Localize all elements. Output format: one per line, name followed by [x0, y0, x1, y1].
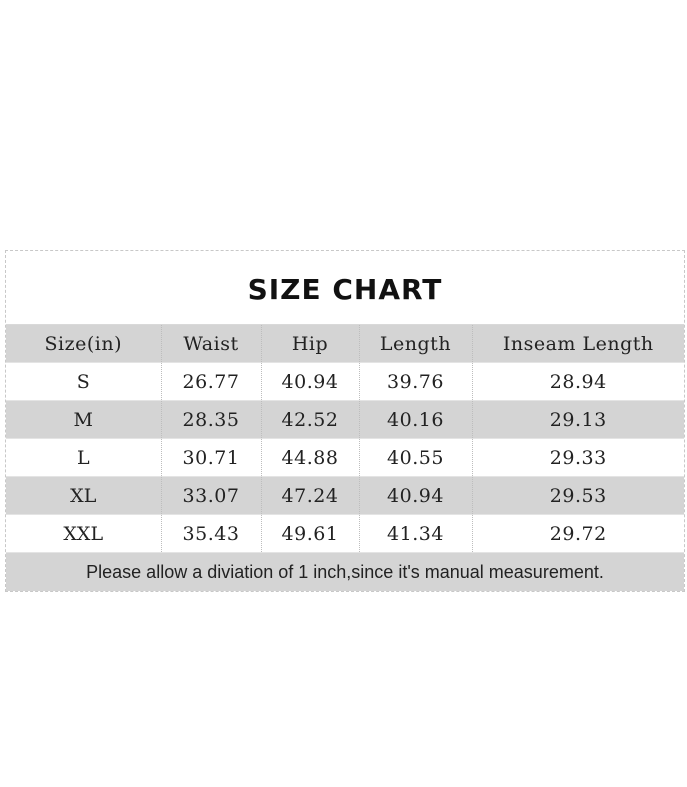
title-row [6, 251, 684, 325]
cell-length: 41.34 [359, 515, 472, 553]
size-table [6, 325, 684, 591]
cell-length: 39.76 [359, 363, 472, 401]
cell-waist: 26.77 [161, 363, 261, 401]
cell-hip: 42.52 [261, 401, 359, 439]
cell-hip: 44.88 [261, 439, 359, 477]
cell-size: S [6, 363, 161, 401]
cell-size: L [6, 439, 161, 477]
cell-inseam-length: 28.94 [472, 363, 684, 401]
table-row [6, 515, 684, 553]
chart-title: SIZE CHART [247, 273, 443, 306]
note-row [6, 553, 684, 592]
header-inseam-length: Inseam Length [472, 325, 684, 363]
table-row [6, 477, 684, 515]
cell-inseam-length: 29.72 [472, 515, 684, 553]
header-length: Length [359, 325, 472, 363]
cell-size: XXL [6, 515, 161, 553]
header-size: Size(in) [6, 325, 161, 363]
cell-hip: 40.94 [261, 363, 359, 401]
cell-waist: 33.07 [161, 477, 261, 515]
measurement-note: Please allow a diviation of 1 inch,since it's manual measurement. [6, 553, 684, 592]
cell-hip: 49.61 [261, 515, 359, 553]
cell-waist: 30.71 [161, 439, 261, 477]
table-row [6, 363, 684, 401]
cell-waist: 35.43 [161, 515, 261, 553]
table-row [6, 439, 684, 477]
cell-inseam-length: 29.13 [472, 401, 684, 439]
cell-hip: 47.24 [261, 477, 359, 515]
cell-length: 40.94 [359, 477, 472, 515]
cell-inseam-length: 29.53 [472, 477, 684, 515]
header-waist: Waist [161, 325, 261, 363]
cell-size: M [6, 401, 161, 439]
cell-length: 40.55 [359, 439, 472, 477]
table-row [6, 401, 684, 439]
header-row [6, 325, 684, 363]
size-chart [5, 250, 685, 592]
header-hip: Hip [261, 325, 359, 363]
cell-inseam-length: 29.33 [472, 439, 684, 477]
cell-waist: 28.35 [161, 401, 261, 439]
cell-size: XL [6, 477, 161, 515]
cell-length: 40.16 [359, 401, 472, 439]
